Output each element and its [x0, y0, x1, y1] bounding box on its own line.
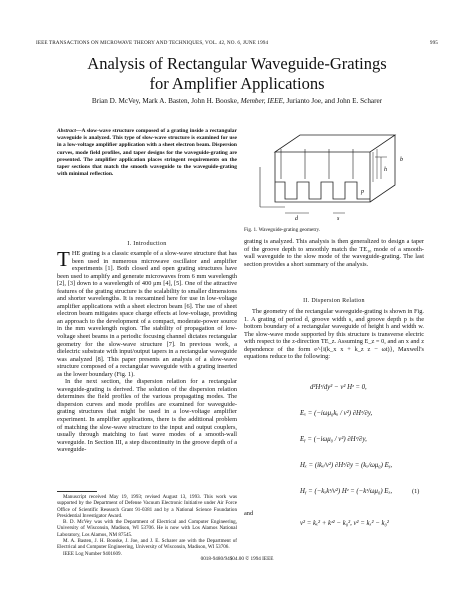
journal-header: IEEE TRANSACTIONS ON MICROWAVE THEORY AND TECHNIQUES, VOL. 42, NO. 6, JUNE 1994: [36, 40, 269, 46]
author-names-rest: Jurianto Joe, and John E. Scharer: [286, 97, 383, 105]
author-membership: Member, IEEE,: [240, 97, 285, 105]
equation-1: d²Hᶻ/dy² − ν² Hᶻ = 0,: [310, 384, 367, 391]
title-line-2: for Amplifier Applications: [149, 74, 325, 93]
left-column: [57, 247, 238, 454]
footnote-1: Manuscript received May 19, 1993; revised August 13, 1993. This work was supported by the Department of Defense Vacuum Electronic Initiative under Air Force Office of Scientific Research Grant 91-0381 and by a National Science Foundation Presidential Investigator Award.: [57, 494, 237, 519]
footnote-4: IEEE Log Number 9401609.: [63, 550, 122, 557]
intro-paragraph-2: In the next section, the dispersion relation for a rectangular waveguide-grating is derived. The solution of the dispersion relation determines the field profiles of the various propagating modes. The dispersion curves and mode profiles are examined for waveguide-grating structures that might be used in a low-voltage amplifier experiment. In amplifier applications, there is the additional problem of matching the slow-wave structure to the input and output couplers, usually through matching to fast wave modes of a smooth-wall waveguide. In Section III, a step discontinuity in the groove depth of a waveguide-: [57, 378, 237, 454]
abstract-text: A slow-wave structure composed of a grating inside a rectangular waveguide is analyzed. This type of slow-wave structure is examined for use in a low-voltage amplifier application with a sheet electron beam. Dispersion curves, mode field profiles, and taper designs for the waveguide-grating are presented. The amplifier application places stringent requirements on the taper sections that match the smooth waveguide to the waveguide-grating with minimal reflection.: [57, 128, 237, 178]
equation-3: Eᵧ = (−iωμ₀ / ν²) ∂Hᶻ/∂y,: [300, 436, 367, 443]
section-heading-intro: I. Introduction: [127, 241, 167, 247]
and-word: and: [244, 510, 254, 517]
author-names: Brian D. McVey, Mark A. Basten, John H. Booske,: [91, 97, 239, 105]
label-d: d: [295, 216, 298, 222]
equation-2: Eₓ = (−iωμ₀kᵤ / ν²) ∂Hᶻ/∂y,: [300, 410, 373, 417]
paper-title: [20, 54, 454, 94]
page-number: 995: [429, 40, 438, 46]
copyright-line: 0018-9480/94$04.00 © 1994 IEEE: [200, 556, 274, 562]
footnote: [57, 494, 237, 557]
intro-continued: grating is analyzed. This analysis is then generalized to design a taper of the groove depth to smoothly match the TE₁₀ mode of a smooth-wall waveguide to the slow mode of the waveguide-grating. The last section provides a short summary of the analysis.: [244, 238, 424, 268]
section-heading-dispersion: II. Dispersion Relation: [303, 298, 365, 304]
footnote-3: M. A. Basten, J. H. Booske, J. Joe, and J. E. Scharer are with the Department of Electrical and Computer Engineering, University of Wisconsin, Madison, WI 53706.: [57, 538, 237, 551]
author-list: [20, 97, 454, 105]
abstract-label: Abstract—: [57, 128, 82, 134]
dropcap: T: [57, 247, 70, 271]
equation-4: Hₓ = (ikₓ/ν²) ∂Hᶻ/∂y = (kₓ/ωμ₀) Eᵧ,: [300, 462, 393, 469]
running-header: [36, 38, 438, 48]
title-line-1: Analysis of Rectangular Waveguide-Gratings: [87, 54, 387, 73]
footnote-2: B. D. McVey was with the Department of Electrical and Computer Engineering, University of Wisconsin, Madison, WI 53706. He is now with Los Alamos National Laboratory, Los Alamos, NM 87545.: [57, 519, 237, 538]
figure-side-face: [370, 135, 395, 202]
label-s: s: [337, 216, 340, 222]
figure-caption: Fig. 1. Waveguide-grating geometry.: [244, 227, 321, 233]
grating-teeth: [275, 182, 370, 199]
label-h: h: [384, 167, 387, 173]
label-p: p: [361, 189, 364, 195]
intro-text-1: grating is a classic example of a slow-wave structure that has been used in numerous microwave oscillator and amplifier experiments [1]. Both closed and open grating structures have been used to amplify and generate microwaves from 6 mm wavelength [2], [3] down to a wavelength of 400 μm [4], [5]. One of the attractive features of the grating structure is the scalability to smaller dimensions and shorter wavelengths. It is reexamined here for use in low-voltage amplifier applications with a sheet electron beam [6]. The use of sheet electron beam mitigates space charge effects at low-voltage, providing an approach to the development of a compact, moderate-power source in the mm wavelength region. The stability of propagation of low-voltage sheet beams in a periodic focusing channel dictates rectangular geometry for the slow-wave structure [7]. In previous work, a dielectric substrate with input/output tapers in a rectangular waveguide was analyzed [8]. This paper presents an analysis of a slow-wave structure composed of a rectangular waveguide with a grating inserted as the lower boundary (Fig. 1).: [57, 250, 238, 378]
waveguide-grating-figure: [255, 127, 410, 222]
equation-number: (1): [412, 488, 420, 495]
equation-6: ν² = kₓ² + kᶻ² − k₀², ν² = kₓ² − k₀²: [300, 520, 389, 527]
intro-paragraph-1: [57, 247, 238, 378]
figure-front-face: [275, 152, 370, 202]
dispersion-paragraph: The geometry of the rectangular waveguide-grating is shown in Fig. 1. A grating of period d, groove width s, and groove depth p is the bottom boundary of a rectangular waveguide of height h and width w. The slow-wave mode supported by this structure is transverse electric with respect to the z-direction TE_z. Assuming E_z = 0, and an x and z dependence of the form e^{i(k_x x + k_z z − ωt)}, Maxwell's equations reduce to the following:: [244, 308, 424, 361]
intro-lead: HE: [71, 250, 81, 257]
equation-5: Hᵧ = (−kₓkᶻ/ν²) Hᶻ = (−kᶻ/ωμ₀) Eₓ,: [300, 488, 393, 495]
abstract: [57, 128, 237, 178]
right-column-intro: [244, 238, 424, 268]
label-b: b: [400, 157, 403, 163]
right-column-dispersion: [244, 308, 424, 361]
footnote-rule: [57, 491, 97, 492]
